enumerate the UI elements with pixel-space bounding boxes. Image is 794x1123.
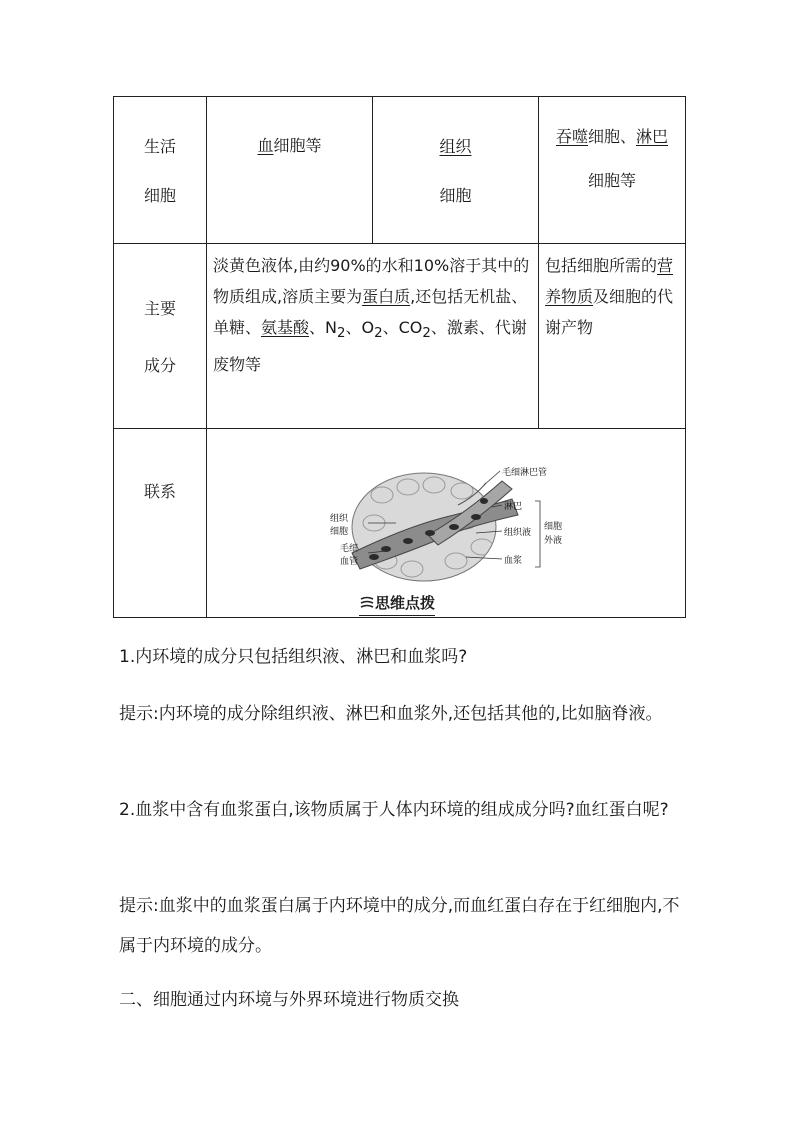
section-heading-2: 二、细胞通过内环境与外界环境进行物质交换: [119, 990, 459, 1010]
plasma-components-text: [207, 250, 538, 380]
hint-icon: [359, 596, 375, 610]
label-line: 成分: [143, 356, 176, 375]
question-2: 2.血浆中含有血浆蛋白,该物质属于人体内环境的组成成分吗?血红蛋白呢?: [119, 800, 669, 820]
subscript: 2: [337, 326, 346, 342]
label-tissue-cell: 组织: [330, 514, 349, 524]
internal-environment-diagram: [316, 461, 576, 585]
label-capillary-lymph: 毛细淋巴管: [502, 468, 548, 478]
thinking-tips-heading: [0, 592, 794, 616]
table-row-components: [114, 244, 686, 429]
cell-text: 、N: [309, 318, 338, 337]
underlined-answer: 氨基酸: [261, 318, 310, 337]
label-tissue-cell: 细胞: [330, 527, 349, 537]
question-1: 1.内环境的成分只包括组织液、淋巴和血浆吗?: [119, 647, 468, 667]
answer-1: 提示:内环境的成分除组织液、淋巴和血浆外,还包括其他的,比如脑脊液。: [119, 704, 663, 724]
underlined-answer: 血: [257, 136, 274, 155]
cell-text: 、激素、代谢废物等: [213, 318, 527, 375]
thinking-title: 思维点拨: [374, 594, 435, 612]
label-ecf: 细胞: [544, 522, 563, 532]
cell-text: 细胞等: [273, 136, 322, 155]
underlined-answer: 营养物质: [545, 256, 674, 306]
cell-text: 细胞等: [587, 171, 636, 190]
label-capillary: 血管: [340, 557, 359, 567]
plasma-living-cells: [207, 97, 373, 244]
underlined-answer: 淋巴: [636, 127, 669, 146]
cell-text: 及细胞的代谢产物: [545, 287, 674, 337]
label-capillary: 毛细: [340, 544, 359, 554]
relation-diagram-cell: [207, 429, 686, 618]
plasma-components: [207, 244, 539, 429]
label-line: 细胞: [143, 186, 176, 205]
other-components-text: [539, 250, 685, 343]
lymph-living-cells: [539, 97, 686, 244]
cell-text: 、O: [345, 318, 375, 337]
table-row-living-cells: [114, 97, 686, 244]
cell-text: 、CO: [382, 318, 423, 337]
label-line: 主要: [143, 299, 176, 318]
cell-text: ,还包括无机盐、单糖、: [213, 287, 528, 337]
cell-text: 淡黄色液体,由约90%的水和10%溶于其中的物质组成,溶质主要为: [213, 256, 530, 306]
underlined-answer: 组织: [439, 137, 472, 156]
tissue-illustration: [352, 473, 518, 581]
tissue-fluid-living-cells: [373, 97, 539, 244]
underlined-answer: 吞噬: [555, 127, 588, 146]
answer-2: 提示:血浆中的血浆蛋白属于内环境中的成分,而血红蛋白存在于红细胞内,不属于内环境的成分。: [119, 896, 680, 956]
underlined-answer: 蛋白质: [362, 287, 411, 306]
subscript: 2: [422, 326, 431, 342]
other-fluids-components: [539, 244, 686, 429]
cell-text: 细胞: [439, 186, 472, 205]
label-line: 联系: [143, 482, 176, 501]
comparison-table: [113, 96, 686, 618]
cell-text: 细胞、: [587, 127, 636, 146]
label-plasma: 血浆: [504, 556, 523, 566]
label-line: 生活: [143, 137, 176, 156]
subscript: 2: [374, 326, 383, 342]
row-label-components: [114, 244, 207, 429]
label-ecf: 外液: [544, 536, 563, 546]
row-label-living-cells: [114, 97, 207, 244]
cell-text: 包括细胞所需的: [545, 256, 658, 275]
label-lymph: 淋巴: [504, 502, 523, 512]
row-label-relation: [114, 429, 207, 618]
label-tissue-fluid: 组织液: [504, 528, 532, 538]
table-row-relation: [114, 429, 686, 618]
